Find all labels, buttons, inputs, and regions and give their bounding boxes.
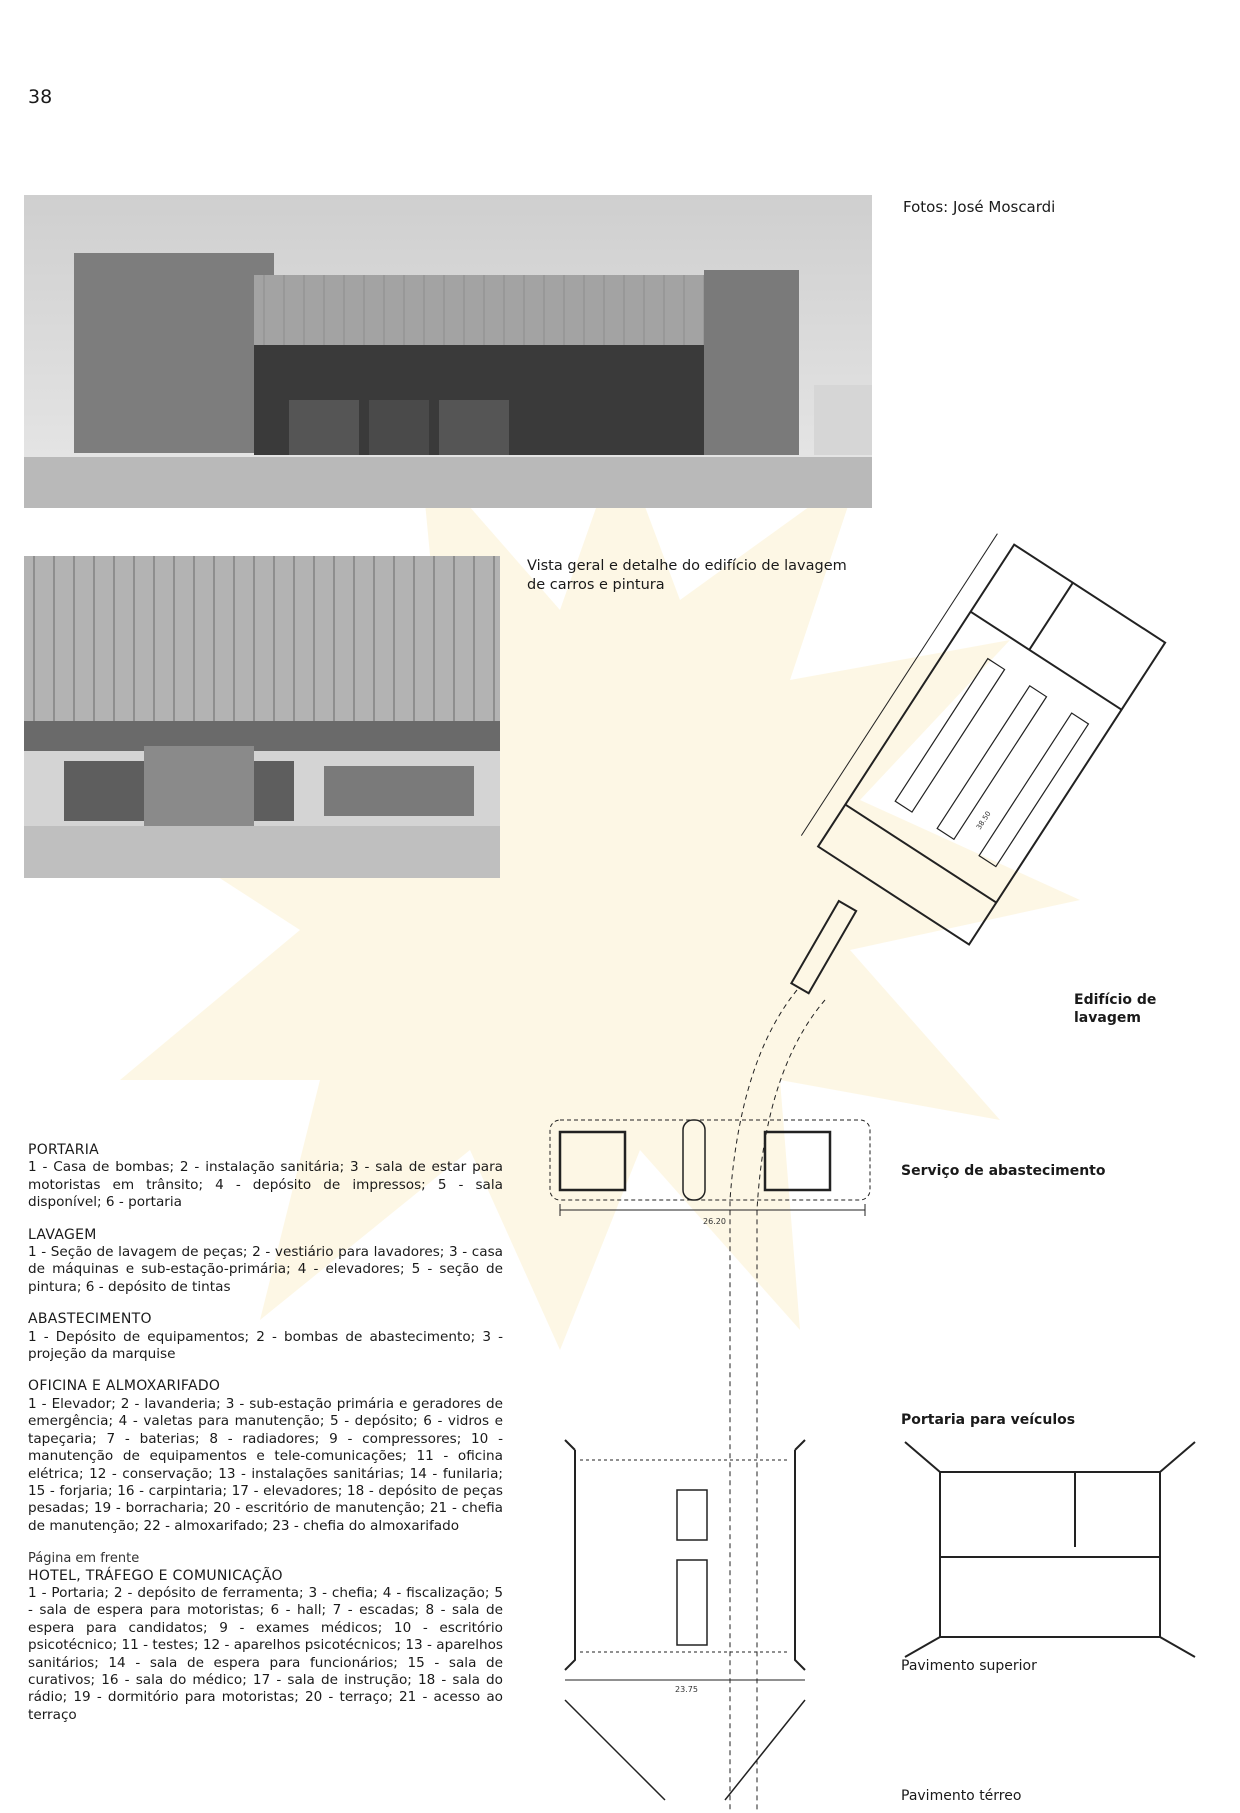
legend-block bbox=[28, 1142, 503, 1739]
legend-title: PORTARIA bbox=[28, 1142, 100, 1158]
legend-title: OFICINA E ALMOXARIFADO bbox=[28, 1378, 221, 1395]
photo-caption: Vista geral e detalhe do edifício de lavagem de carros e pintura bbox=[527, 558, 847, 593]
dimension-abastecimento: 26.20 bbox=[703, 1217, 726, 1226]
legend-title: LAVAGEM bbox=[28, 1226, 97, 1243]
legend-section-oficina bbox=[28, 1378, 503, 1535]
photo-detail-view bbox=[24, 556, 500, 878]
legend-section-lavagem bbox=[28, 1227, 503, 1297]
dimension-lavagem: 38.50 bbox=[974, 809, 993, 832]
legend-section-abastecimento bbox=[28, 1311, 503, 1363]
plan-oficina bbox=[535, 1430, 835, 1800]
page-number: 38 bbox=[28, 86, 53, 108]
legend-pretitle: Página em frente bbox=[28, 1551, 140, 1567]
label-servico-abastecimento: Serviço de abastecimento bbox=[901, 1163, 1106, 1179]
legend-title: HOTEL, TRÁFEGO E COMUNICAÇÃO bbox=[28, 1567, 283, 1584]
legend-text: 1 - Depósito de equipamentos; 2 - bombas de abastecimento; 3 - projeção da marquise bbox=[28, 1328, 503, 1363]
photo-credit: Fotos: José Moscardi bbox=[903, 198, 1056, 216]
dimension-oficina: 23.75 bbox=[675, 1685, 698, 1694]
legend-section-portaria bbox=[28, 1142, 503, 1212]
legend-text: 1 - Casa de bombas; 2 - instalação sanitária; 3 - sala de estar para motoristas em trânsito; 4 - depósito de impressos; 5 - sala disponível; 6 - portaria bbox=[28, 1159, 503, 1211]
legend-section-hotel bbox=[28, 1550, 503, 1724]
plan-portaria bbox=[900, 1432, 1200, 1662]
photo-general-view bbox=[24, 195, 872, 508]
legend-text: 1 - Seção de lavagem de peças; 2 - vestiário para lavadores; 3 - casa de máquinas e sub-estação-primária; 4 - elevadores; 5 - seção de pintura; 6 - depósito de tintas bbox=[28, 1244, 503, 1295]
label-pavimento-superior: Pavimento superior bbox=[901, 1658, 1037, 1674]
label-edificio-lavagem: Edifício de lavagem bbox=[1074, 992, 1157, 1026]
legend-title: ABASTECIMENTO bbox=[28, 1311, 152, 1328]
legend-text: 1 - Portaria; 2 - depósito de ferramenta; 3 - chefia; 4 - fiscalização; 5 - sala de espera para motoristas; 6 - hall; 7 - escadas; 8 - sala de espera para candidatos; 9 - exames médicos; 10 - escritório psicotécnico; 11 - testes; 12 - aparelhos psicotécnicos; 13 - aparelhos sanitários; 14 - sala de espera para funcionários; 15 - sala de curativos; 16 - sala do médico; 17 - sala de instrução; 18 - sala do rádio; 19 - dormitório para motoristas; 20 - terraço; 21 - acesso ao terraço bbox=[28, 1584, 503, 1723]
label-portaria-veiculos: Portaria para veículos bbox=[901, 1412, 1076, 1428]
label-pavimento-terreo: Pavimento térreo bbox=[901, 1788, 1022, 1804]
legend-text: 1 - Elevador; 2 - lavanderia; 3 - sub-estação primária e geradores de emergência; 4 - valetas para manutenção; 5 - depósito; 6 - vidros e tapeçaria; 7 - baterias; 8 - radiadores; 9 - compressores; 10 - manutenção de equipamentos e tele-comunicações; 11 - oficina elétrica; 12 - conservação; 13 - instalações sanitárias; 14 - funilaria; 15 - forjaria; 16 - carpintaria; 17 - elevadores; 18 - depósito de peças pesadas; 19 - borracharia; 20 - escritório de manutenção; 21 - chefia de manutenção; 22 - almoxarifado; 23 - chefia do almoxarifado bbox=[28, 1395, 503, 1534]
